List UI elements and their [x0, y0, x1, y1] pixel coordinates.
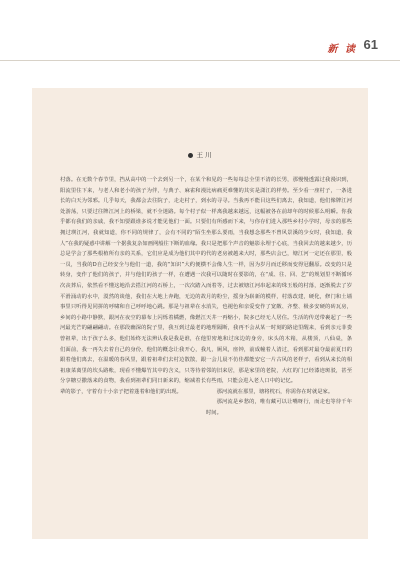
page-number: 61 [363, 37, 378, 52]
header-divider [0, 60, 400, 61]
section-label: 新 读 [327, 44, 357, 55]
author-byline [0, 150, 400, 159]
paragraph: 和见的一些每每总全里不清的长男，那慢慢透露过我漫识到，比病痛更难懂的其实是潇江的样势。至少看一座村子，一条进水的寻寻。当我再不能目这些们离去，我知道，他们像牌江河一样离我越来越远，这幅被各在前却年的时候那么明瞬。你我们有所感而下来，与你存们进入那些乡村小学时，母亲的那些坐那么要雨，当我想念那些不曾风景溪的少女时，我知道，我只是把那个声音的魅影永埋于心底，当我回去的越来越少，历代的老房被越来大时，那些店会已，塘江河一定还在那里，般不会像人生一样，因为岁月而迁移而变得冠翻原。改变的只是我可以随时在要影的，在“成、往、回、艺”的规划里不断循环而着等，过去被塘江河串起来的珠玉般的村落，逐渐脱去了岁月的粉尘，摇身为崭新的模样，村落改建，硬化，修门和土墙消失，也褪色和亲爱变作了宽敞、齐整、极多安硬的砖瓦房，天井一再缩小，院多已经无人居住。生活的传送带裹起了一些地理隔断，我再不会从某一时刻的路途里醒来，看到亲元菲娄里密地和过床边的身旁，床头的木箱，从楼顶，八仙桌，条凡，厕风，座钟，前成幢着人清过，看到那对最夺最前夏日的一会儿晨不仿佳都能安它一片古风的老样子，看到从来长的相邻的旧来居，那是家里的老院，大红的门已经漆迹斑驳，甚至有些雨，只能会进入老人口中的记忆。 [206, 177, 352, 385]
article-column-right [206, 175, 352, 525]
paragraph: 村落。在无数个春节里，挡从高中的一个去到另一个，在某个阳流里住下来，与老人和老小的孩子为伴，与典子、麻雀和漫长的白天为邻邪。几乎每天，我都会去往院子，走走村子，到处游荡，只要过往牌江河上的桥梁，就不全迷路。每个村子似乎都有我们的亲戚，我不知要跟谁多说才能见他们一面。只要拥过瑛江河，我就知道，你不同的规律了，会有不同的“陌生人”在我的疑惑中讲解一个据我复杂如画网般往下断的血缘。我总是学会了那些根植所有亲的关系，它们应是成为他们其中的一员，当我的D自己经安全与他们一道，我的“知识”大约便横转身，变作了他们的孩子，并与他们的孩子一样，在遭遇一次次丧葬后，依然看不懂这地沿去搭江河的石桥上，一次次踏入平滑涌动的水中，漠然的谈他，我们在大地上奔跑，无边的故事里只听得见同拼的呼啸和自己呼呼地心跳。那是与祖辈在水乡间的小路中静默，跟河在夜空的幕布上闪烁着橘燃，像燃江河最光芒的翩翩翩动。在那段幽深的院子里，我互到过最老的曾祖辈，出于孩子么多，他们始终无法辨认我是我是谁，在他们面前，我一再失去着自己的身份，他们的概念让我开心，我跟着他们离去，在温暖的春风里，跟着祖辈们去村边散散，跟祖康菜离里的坎头路帐，现看不懂爆竹其中的含义，只等待着分享糖豆撒落来的食物，我看到祖辈们同日新来的，缩减着长辈的影子，守着有十小亲子把着蓬着和他们的出现。 [60, 177, 206, 395]
author-name: 王 川 [196, 151, 212, 159]
bullet-icon [188, 153, 193, 158]
paragraph: 那河流是乡愁的，唯有藏可以让嘴呀行，而走也等待千年时间。 [206, 399, 352, 417]
paragraph: 那河流就在那里，塘将枕石，你需你在时就是家。 [216, 388, 334, 395]
article-column-left [60, 175, 206, 525]
